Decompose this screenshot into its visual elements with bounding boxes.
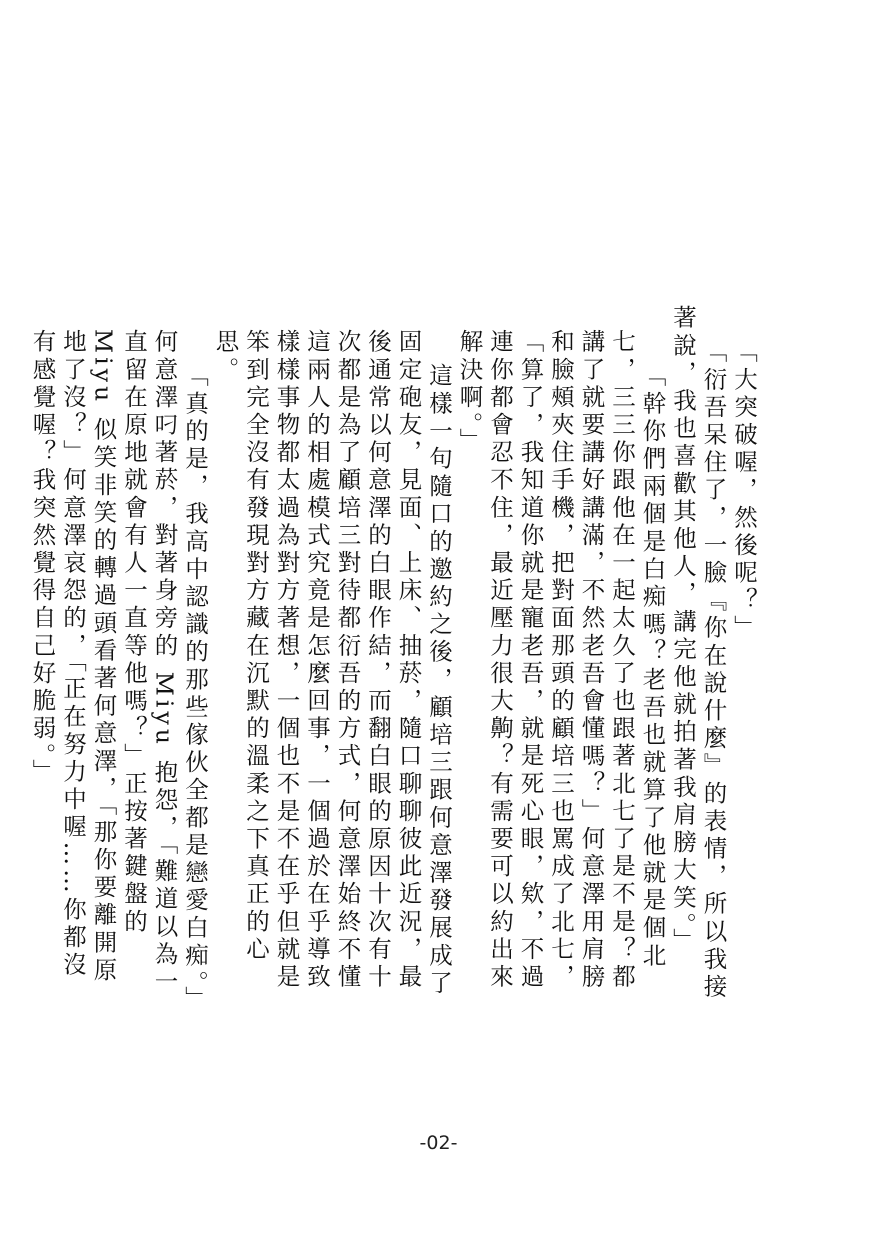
paragraph-5: 「真的是，我高中認識的那些傢伙全都是戀愛白痴。」何意澤叼著菸，對著身旁的 Miyu 抱怨，「難道以為一直留在原地就會有人一直等他嗎？」正按著鍵盤的 Miyu 似笑非笑的轉過頭看著何意澤，「那你要離開原地了沒？」何意澤哀怨的，「正在努力中喔……你都沒有感覺喔？我突然覺得自己好脆弱。」 (28, 329, 209, 1002)
paragraph-2: 「衍吾呆住了，一臉『你在說什麼』的表情，所以我接著說，我也喜歡其他人，講完他就拍著我肩膀大笑。」 (669, 305, 728, 1002)
paragraph-1: 「大突破喔，然後呢？」 (730, 339, 758, 643)
paragraph-3: 「幹你們兩個是白痴嗎？老吾也就算了他就是個北七，三三你跟他在一起太久了也跟著北七了是不是？都講了就要講好講滿，不然老吾會懂嗎？」何意澤用肩膀和臉頰夾住手機，把對面那頭的顧培三也罵成了北七，「算了，我知道你就是寵老吾，就是死心眼，欸，不過連你都會忍不住，最近壓力很大齁？有需要可以約出來解決啊。」 (455, 329, 667, 992)
paragraph-4: 這樣一句隨口的邀約之後，顧培三跟何意澤發展成了固定砲友，見面、上床、抽菸，隨口聊聊彼此近況，最後通常以何意澤的白眼作結，而翻白眼的原因十次有十次都是為了顧培三對待都衍吾的方式，何意澤始終不懂這兩人的相處模式究竟是怎麼回事，一個過於在乎導致樣樣事物都太過為對方著想，一個也不是不在乎但就是笨到完全沒有發現對方藏在沉默的溫柔之下真正的心思。 (211, 329, 453, 998)
page-number: -02- (419, 1132, 458, 1154)
vertical-text-body (27, 305, 759, 1005)
